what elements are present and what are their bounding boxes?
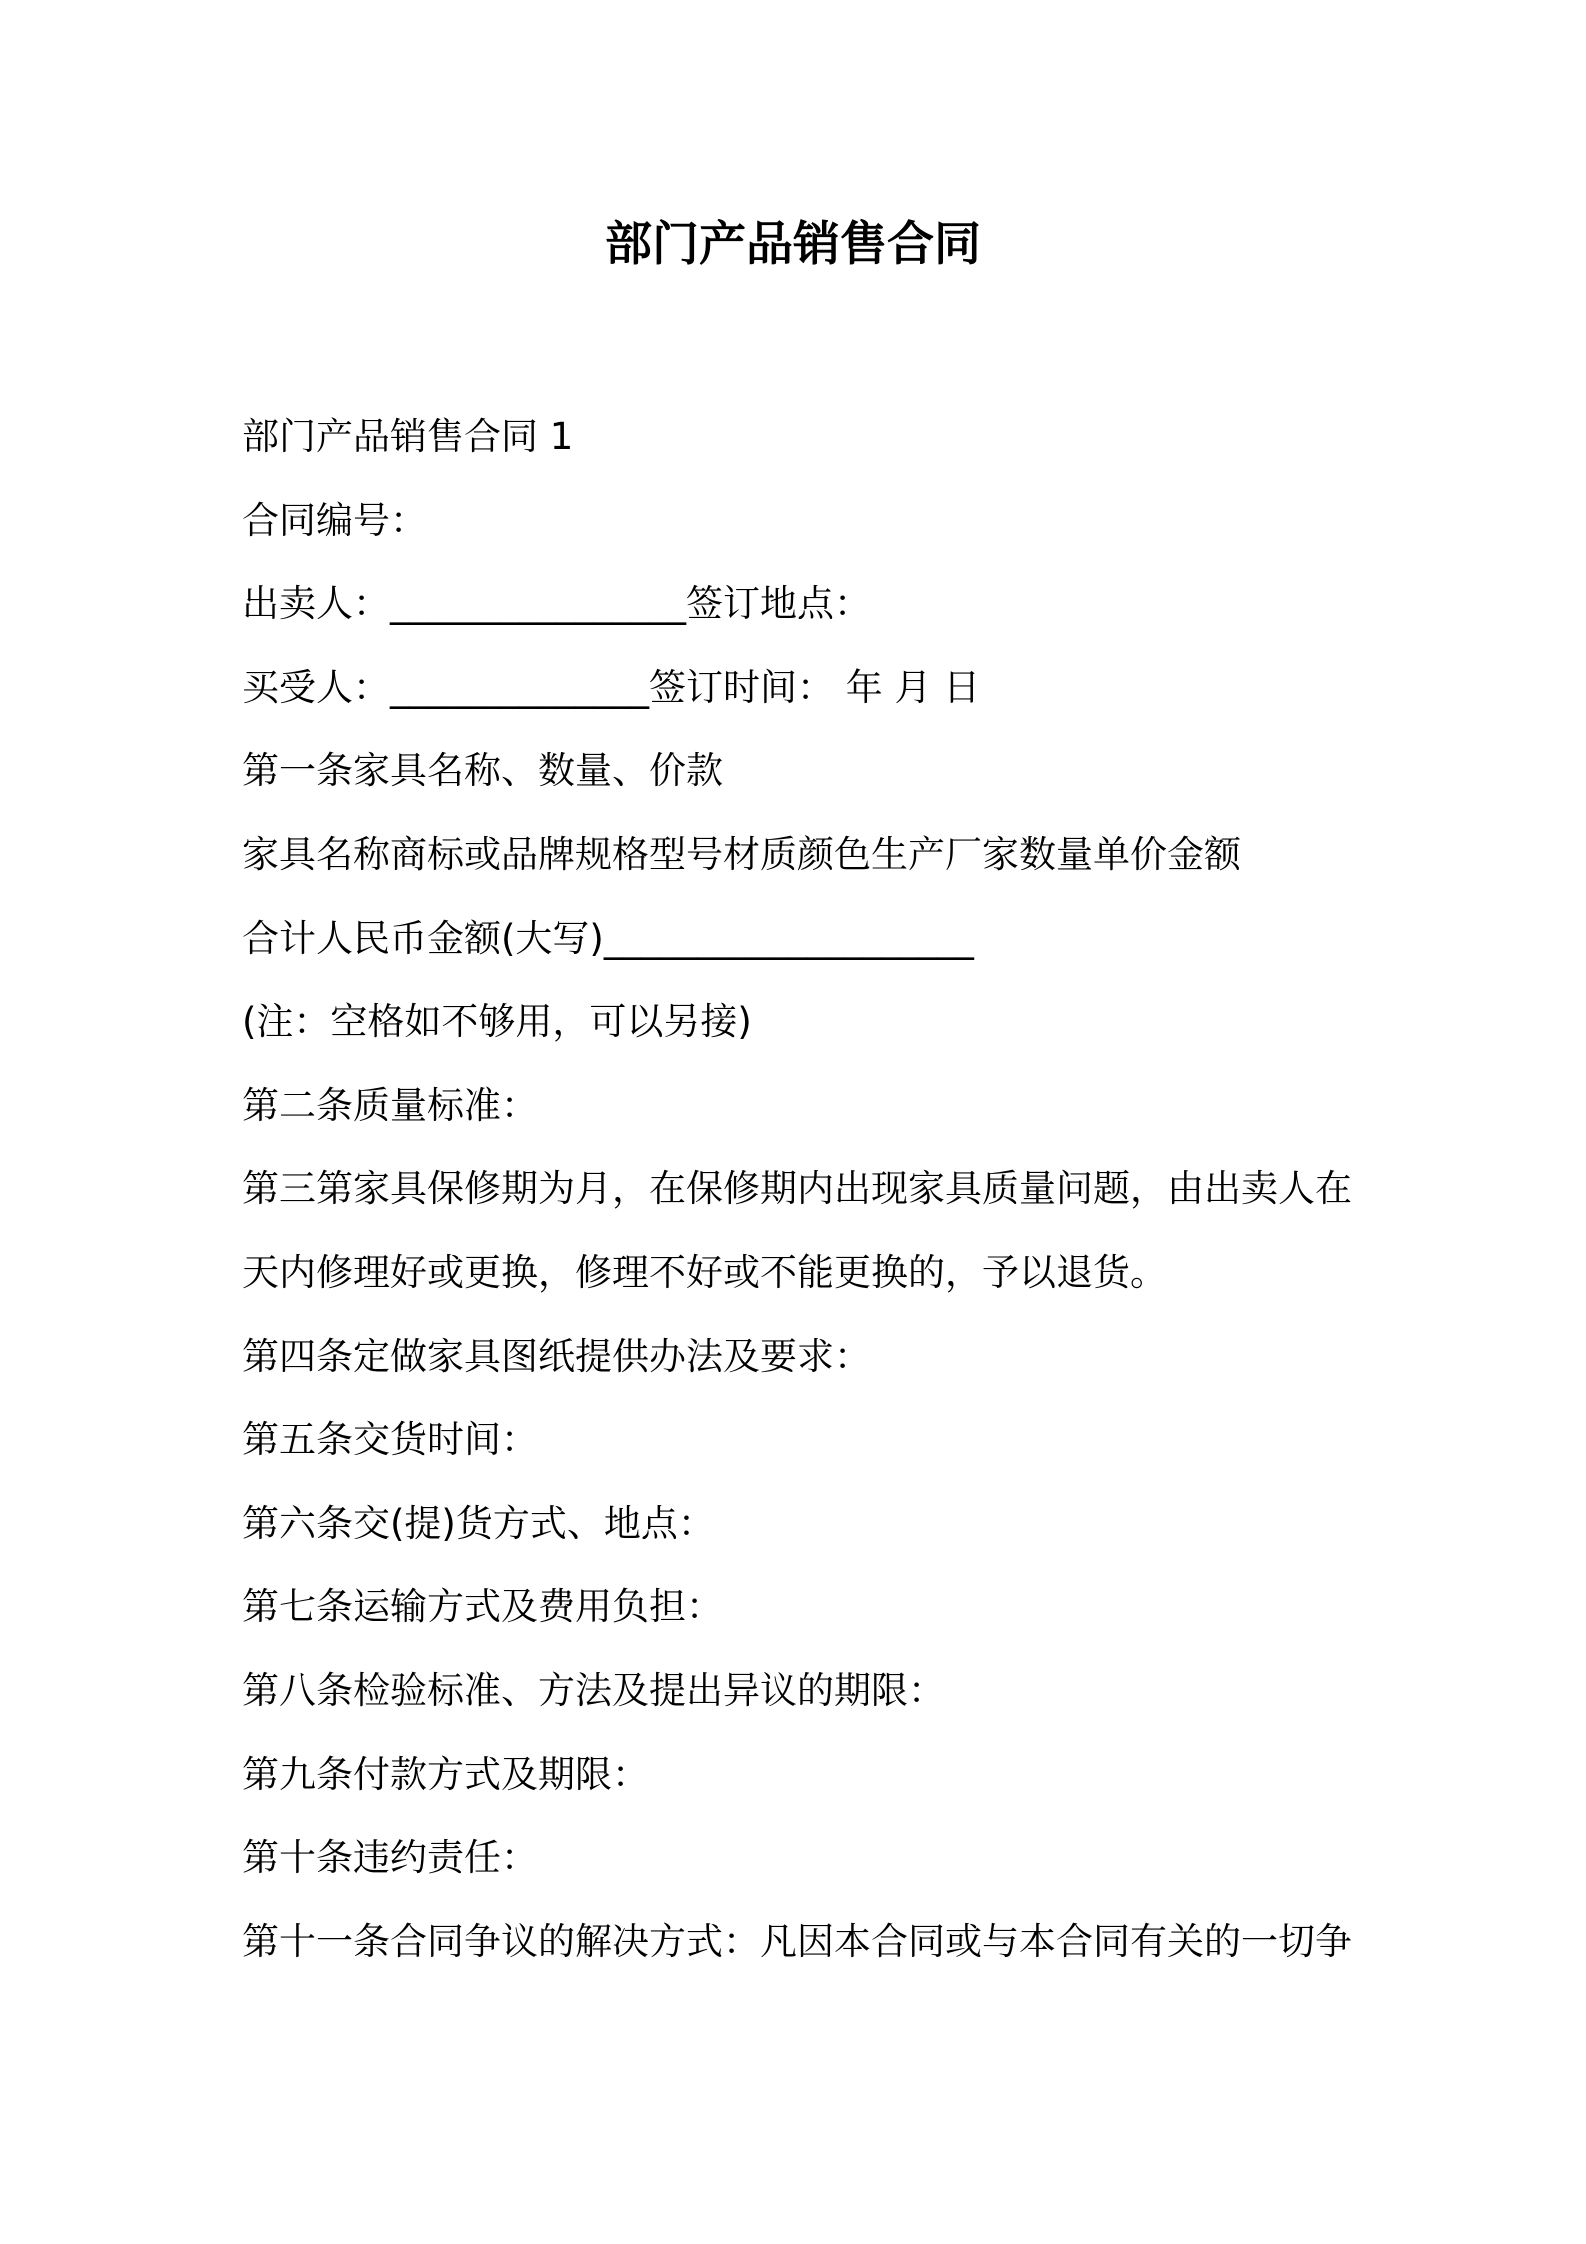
article-4-line: 第四条定做家具图纸提供办法及要求：: [242, 1334, 871, 1378]
article-9-line: 第九条付款方式及期限：: [242, 1752, 649, 1796]
article-7-line: 第七条运输方式及费用负担：: [242, 1585, 723, 1629]
total-amount-line: 合计人民币金额(大写)____________________: [242, 916, 974, 960]
article-11-line: 第十一条合同争议的解决方式：凡因本合同或与本合同有关的一切争: [242, 1919, 1352, 1963]
article-8-line: 第八条检验标准、方法及提出异议的期限：: [242, 1668, 945, 1712]
article-1-heading: 第一条家具名称、数量、价款: [242, 749, 723, 793]
contract-number-line: 合同编号：: [242, 498, 427, 542]
article-10-line: 第十条违约责任：: [242, 1836, 538, 1880]
article-3-line-2: 天内修理好或更换，修理不好或不能更换的，予以退货。: [242, 1250, 1167, 1294]
contract-subtitle: 部门产品销售合同 1: [242, 415, 574, 458]
furniture-table-header: 家具名称商标或品牌规格型号材质颜色生产厂家数量单价金额: [242, 832, 1241, 876]
document-body: [242, 405, 1372, 1993]
seller-line: 出卖人：________________签订地点：: [242, 582, 871, 626]
note-line: (注：空格如不够用，可以另接): [242, 1000, 752, 1044]
article-2-line: 第二条质量标准：: [242, 1083, 538, 1127]
article-5-line: 第五条交货时间：: [242, 1418, 538, 1462]
article-6-line: 第六条交(提)货方式、地点：: [242, 1501, 715, 1545]
document-title: 部门产品销售合同: [605, 217, 981, 272]
buyer-line: 买受人：______________签订时间： 年 月 日: [242, 665, 981, 709]
article-3-line-1: 第三第家具保修期为月，在保修期内出现家具质量问题，由出卖人在: [242, 1167, 1352, 1211]
